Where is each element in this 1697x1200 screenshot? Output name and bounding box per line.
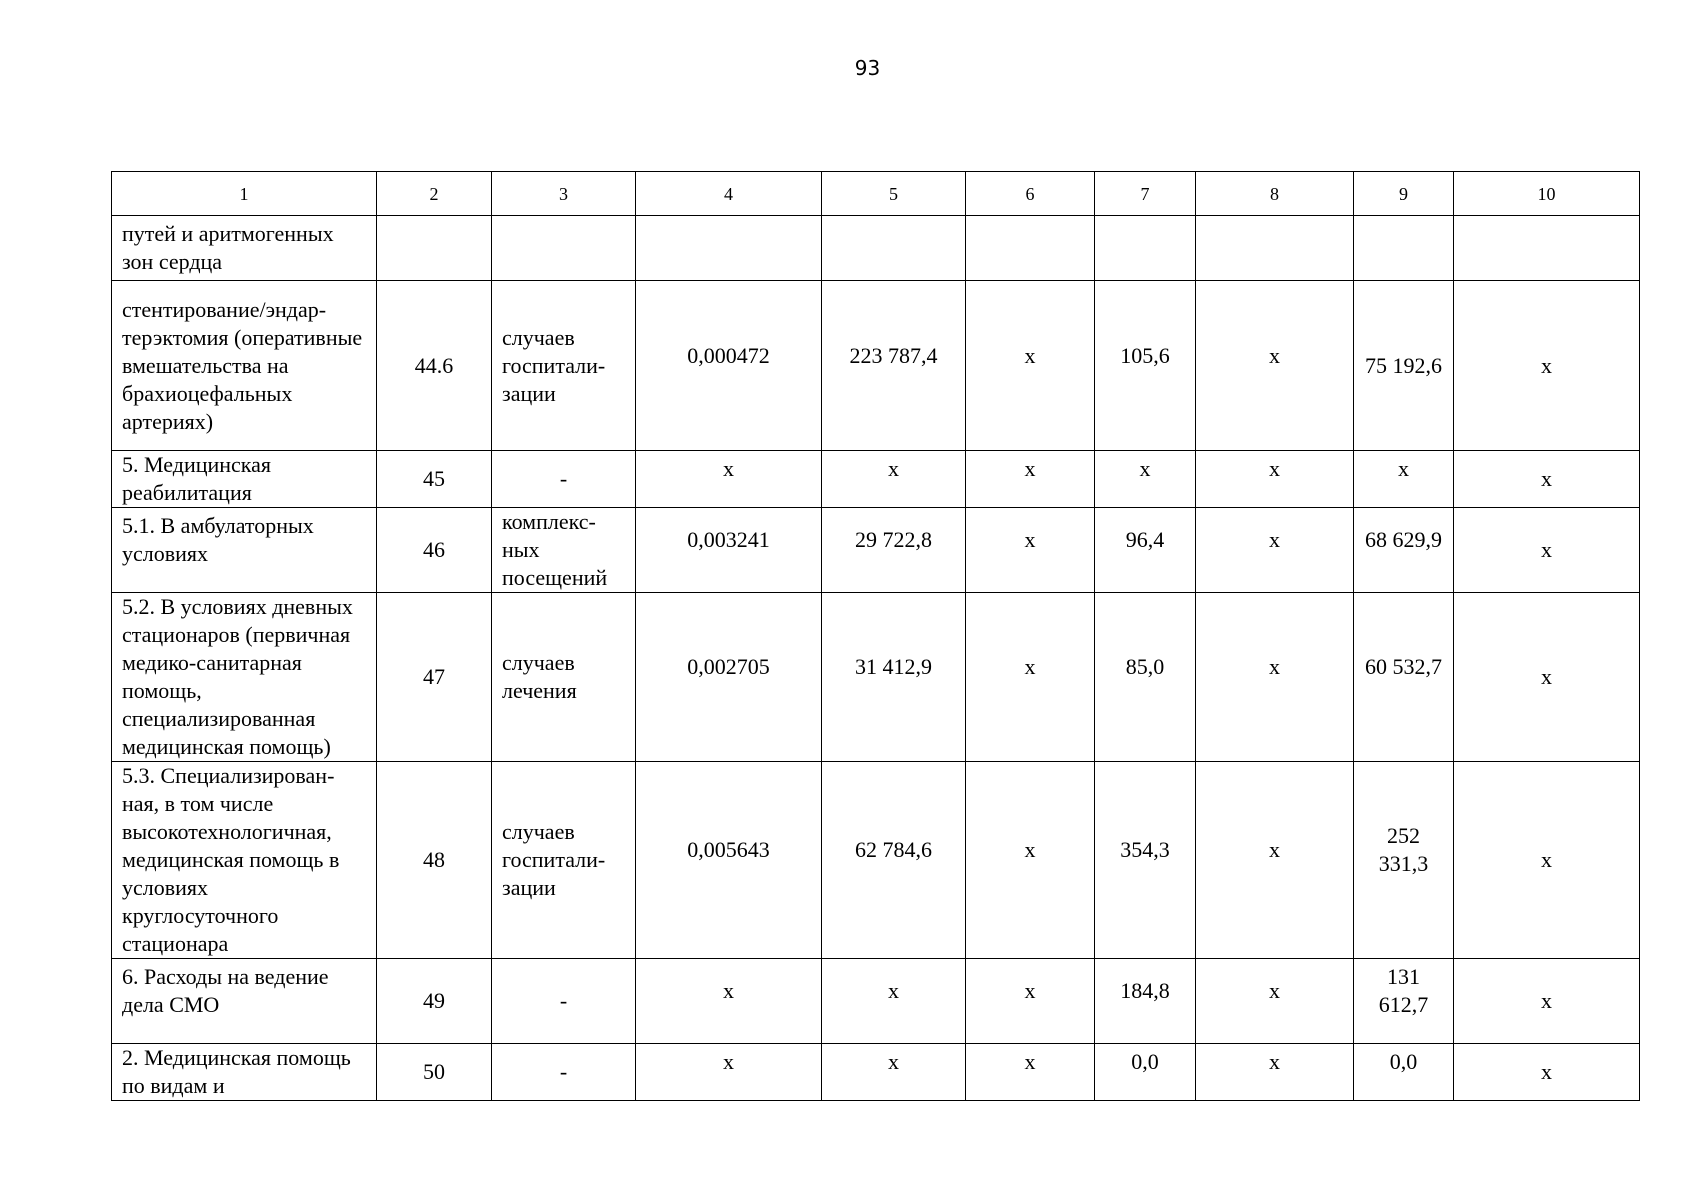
cell: 46: [377, 508, 492, 593]
cell: 354,3: [1120, 837, 1170, 862]
cell: х: [1024, 978, 1036, 1003]
cell-name: 5.3. Специализирован-ная, в том числе высокотехнологичная, медицинская помощь в условиях круглосуточного стационара: [112, 762, 377, 959]
header-cell: 10: [1454, 172, 1640, 216]
cell: 50: [377, 1044, 492, 1101]
page-number: 93: [854, 56, 881, 80]
cell: 223 787,4: [849, 342, 938, 368]
header-cell: 6: [966, 172, 1095, 216]
cell: х: [1024, 456, 1036, 481]
cell: х: [1454, 959, 1640, 1044]
cell: х: [1454, 1044, 1640, 1101]
header-cell: 2: [377, 172, 492, 216]
cell: 0,0: [1389, 1049, 1418, 1074]
cell: 0,000472: [687, 342, 770, 368]
header-cell: 5: [822, 172, 966, 216]
cell: х: [1024, 527, 1036, 552]
cell-name: стентирование/эндар-терэктомия (оперативные вмешательства на брахиоцефальных артериях): [112, 281, 377, 451]
cell: -: [492, 451, 636, 508]
cell: х: [1269, 978, 1280, 1003]
table-row: [112, 508, 1640, 593]
cell: х: [1269, 342, 1280, 368]
cell: комплекс-ных посещений: [492, 508, 636, 593]
cell: 0,003241: [687, 527, 770, 552]
cell: [966, 216, 1095, 281]
cell: х: [723, 1049, 734, 1074]
cell-name: путей и аритмогенных зон сердца: [112, 216, 377, 281]
cell: х: [1024, 837, 1036, 862]
cell: случаев лечения: [492, 593, 636, 762]
cell: 47: [377, 593, 492, 762]
cell-name: 5.2. В условиях дневных стационаров (первичная медико-санитарная помощь, специализированная медицинская помощь): [112, 593, 377, 762]
cell: х: [723, 978, 734, 1003]
cell: случаев госпитали-зации: [492, 281, 636, 451]
table-row: [112, 762, 1640, 959]
cell: -: [492, 1044, 636, 1101]
cell: х: [1024, 1049, 1036, 1074]
cell: 131 612,7: [1378, 964, 1429, 1017]
cell-name: 5. Медицинская реабилитация: [112, 451, 377, 508]
cell: х: [723, 456, 734, 481]
cell: х: [1454, 281, 1640, 451]
table-row: [112, 593, 1640, 762]
header-cell: 1: [112, 172, 377, 216]
cell: -: [492, 959, 636, 1044]
table-row: [112, 451, 1640, 508]
header-cell: 4: [636, 172, 822, 216]
header-cell: 3: [492, 172, 636, 216]
table-row: [112, 281, 1640, 451]
cell: 105,6: [1120, 342, 1170, 368]
cell: [377, 216, 492, 281]
cell-name: 2. Медицинская помощь по видам и: [112, 1044, 377, 1101]
cell: 252 331,3: [1378, 823, 1429, 876]
cell: х: [1269, 527, 1280, 552]
cell: х: [1454, 762, 1640, 959]
cell: х: [1454, 451, 1640, 508]
cell: х: [888, 456, 899, 481]
table-row: [112, 1044, 1640, 1101]
cell: х: [888, 1049, 899, 1074]
table-header-row: [112, 172, 1640, 216]
cell: [1454, 216, 1640, 281]
cell: х: [1398, 456, 1409, 481]
cell: [1354, 216, 1454, 281]
cell: 75 192,6: [1354, 281, 1454, 451]
cell: х: [888, 978, 899, 1003]
cell: 0,002705: [687, 654, 770, 679]
header-cell: 9: [1354, 172, 1454, 216]
cell: 0,005643: [687, 837, 770, 862]
cell: х: [1139, 456, 1151, 481]
cell: 44.6: [377, 281, 492, 451]
cell: [636, 216, 822, 281]
cell: 29 722,8: [855, 527, 932, 552]
data-table: [111, 171, 1640, 1101]
cell: 49: [377, 959, 492, 1044]
cell: [1196, 216, 1354, 281]
cell: случаев госпитали-зации: [492, 762, 636, 959]
cell: х: [1454, 593, 1640, 762]
cell: [1095, 216, 1196, 281]
cell: 31 412,9: [855, 654, 932, 679]
table-row: [112, 216, 1640, 281]
cell: [822, 216, 966, 281]
cell: 62 784,6: [855, 837, 932, 862]
cell: 68 629,9: [1365, 527, 1442, 552]
cell: х: [1024, 654, 1036, 679]
cell: 85,0: [1125, 654, 1165, 679]
cell: х: [1269, 654, 1280, 679]
cell: х: [1269, 456, 1280, 481]
table-row: [112, 959, 1640, 1044]
cell: 60 532,7: [1365, 654, 1442, 679]
cell: х: [1269, 837, 1280, 862]
cell: 0,0: [1131, 1049, 1159, 1074]
cell: х: [1454, 508, 1640, 593]
cell: 45: [377, 451, 492, 508]
cell: 48: [377, 762, 492, 959]
cell-name: 5.1. В амбулаторных условиях: [122, 513, 314, 566]
header-cell: 8: [1196, 172, 1354, 216]
cell-name: 6. Расходы на ведение дела СМО: [122, 964, 329, 1017]
header-cell: 7: [1095, 172, 1196, 216]
cell: [492, 216, 636, 281]
cell: х: [1024, 342, 1036, 368]
cell: 96,4: [1125, 527, 1165, 552]
cell: х: [1269, 1049, 1280, 1074]
cell: 184,8: [1120, 978, 1170, 1003]
